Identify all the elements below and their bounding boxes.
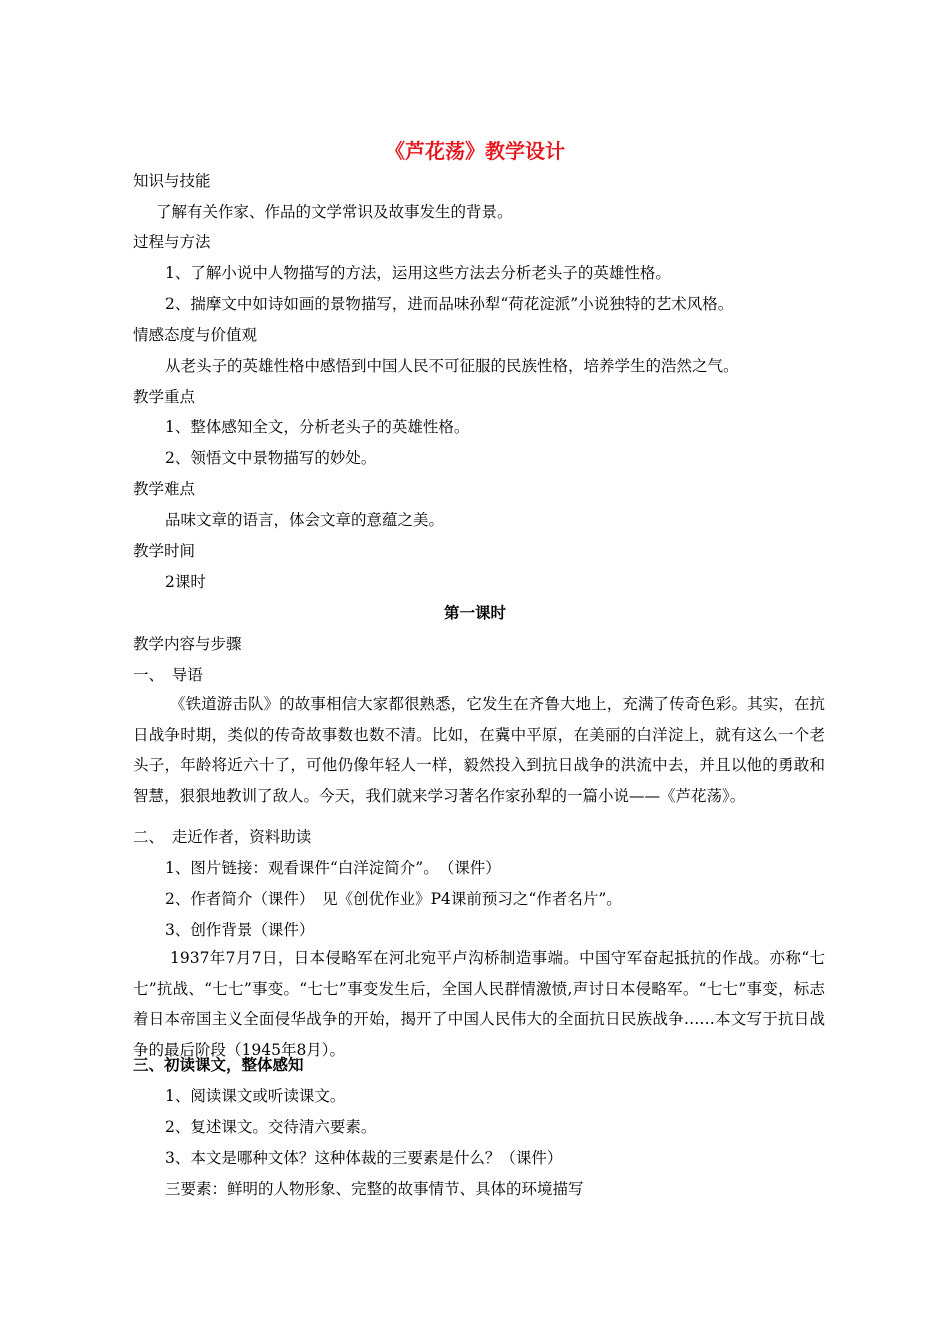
- text-reading-item-2: 2、复述课文。交待清六要素。: [165, 1118, 377, 1136]
- heading-process-method: 过程与方法: [133, 233, 211, 251]
- heading-key-points: 教学重点: [133, 388, 196, 406]
- text-knowledge-goal: 了解有关作家、作品的文学常识及故事发生的背景。: [156, 203, 513, 221]
- text-three-elements: 三要素：鲜明的人物形象、完整的故事情节、具体的环境描写: [165, 1180, 584, 1198]
- heading-knowledge-skills: 知识与技能: [133, 172, 211, 190]
- heading-difficulties: 教学难点: [133, 480, 196, 498]
- heading-emotion-values: 情感态度与价值观: [133, 326, 258, 344]
- text-author-item-1: 1、图片链接：观看课件“白洋淀简介”。 （课件）: [165, 859, 501, 877]
- section-title-first-lesson: 第一课时: [443, 603, 506, 622]
- document-title: 《芦花荡》教学设计: [385, 139, 565, 163]
- text-reading-item-1: 1、阅读课文或听读课文。: [165, 1087, 346, 1105]
- text-process-item-2: 2、揣摩文中如诗如画的景物描写，进而品味孙犁“荷花淀派”小说独特的艺术风格。: [165, 295, 734, 313]
- heading-first-reading: 三、初读课文，整体感知: [133, 1055, 304, 1074]
- paragraph-background: 1937年7月7日，日本侵略军在河北宛平卢沟桥制造事端。中国守军奋起抵抗的作战。亦称“七七”抗战、“七七”事变。“七七”事变发生后，全国人民群情激愤,声讨日本侵略军。“七七”事变，标志着日本帝国主义全面侵华战争的开始，揭开了中国人民伟大的全面抗日民族战争……本文写于抗日战争的最后阶段（1945年8月）。: [133, 949, 825, 1059]
- text-reading-item-3: 3、本文是哪种文体？这种体裁的三要素是什么？（课件）: [165, 1149, 563, 1167]
- text-key-point-2: 2、领悟文中景物描写的妙处。: [165, 449, 377, 467]
- text-difficulty: 品味文章的语言，体会文章的意蕴之美。: [165, 511, 445, 529]
- heading-intro: 一、 导语: [133, 666, 203, 684]
- text-author-item-2: 2、作者简介（课件） 见《创优作业》P4课前预习之“作者名片”。: [165, 890, 622, 908]
- text-process-item-1: 1、了解小说中人物描写的方法，运用这些方法去分析老头子的英雄性格。: [165, 264, 671, 282]
- heading-content-steps: 教学内容与步骤: [133, 635, 242, 653]
- heading-teaching-time: 教学时间: [133, 542, 196, 560]
- heading-author: 二、 走近作者，资料助读: [133, 828, 312, 846]
- text-key-point-1: 1、整体感知全文，分析老头子的英雄性格。: [165, 418, 470, 436]
- text-teaching-time: 2课时: [165, 573, 206, 591]
- text-emotion-goal: 从老头子的英雄性格中感悟到中国人民不可征服的民族性格，培养学生的浩然之气。: [165, 357, 739, 375]
- text-author-item-3: 3、创作背景（课件）: [165, 921, 315, 939]
- paragraph-intro: 《铁道游击队》的故事相信大家都很熟悉，它发生在齐鲁大地上，充满了传奇色彩。其实，在抗日战争时期，类似的传奇故事数也数不清。比如，在冀中平原，在美丽的白洋淀上，就有这么一个老头子，年龄将近六十了，可他仍像年轻人一样，毅然投入到抗日战争的洪流中去，并且以他的勇敢和智慧，狠狠地教训了敌人。今天，我们就来学习著名作家孙犁的一篇小说——《芦花荡》。: [133, 695, 825, 805]
